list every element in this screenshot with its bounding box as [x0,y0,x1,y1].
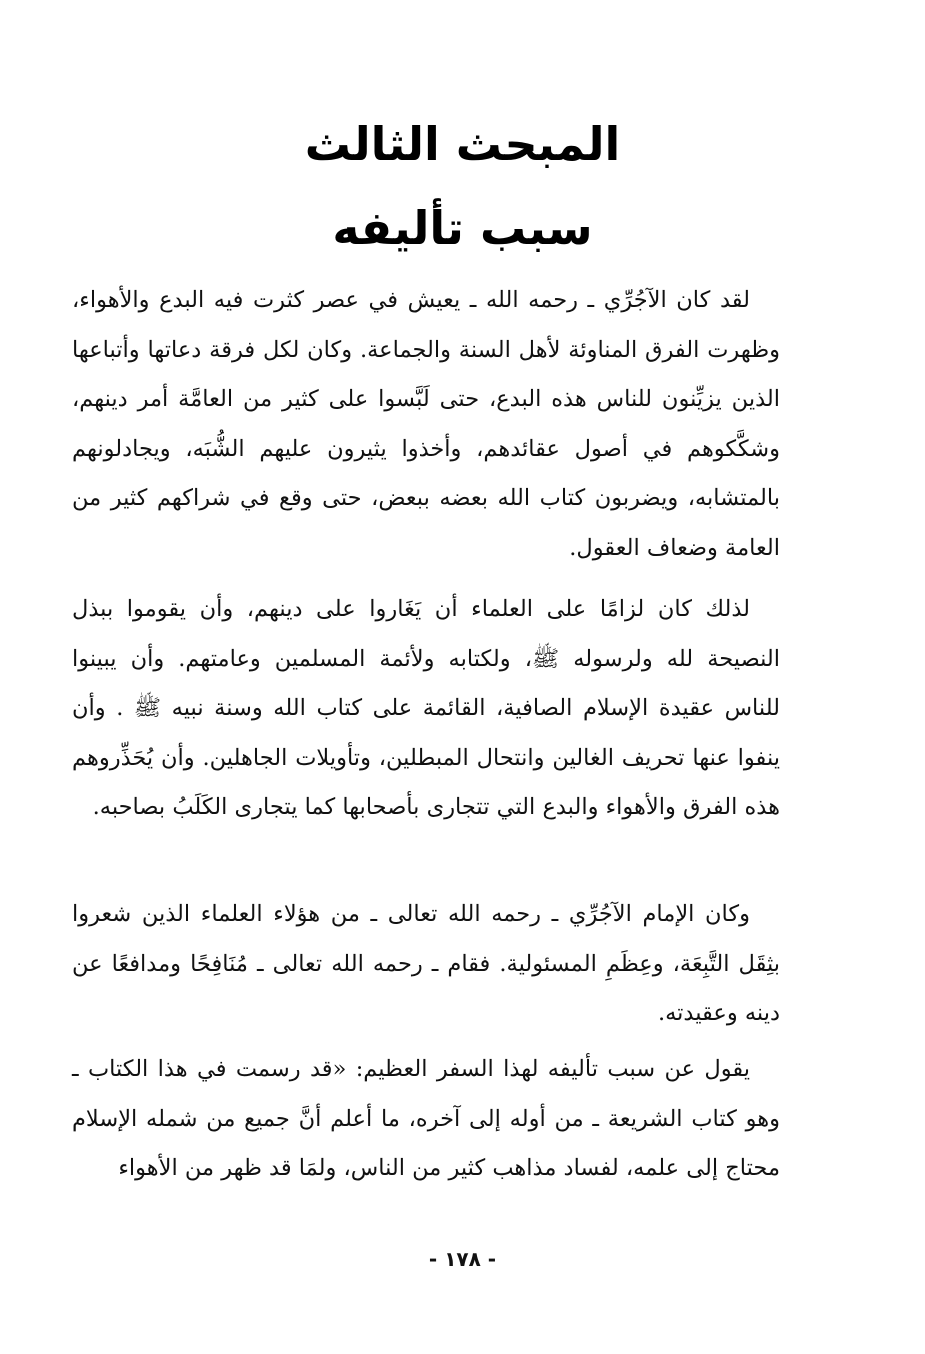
paragraph-3: وكان الإمام الآجُرِّي ـ رحمه الله تعالى ـ من هؤلاء العلماء الذين شعروا بثِقَل التَّبِعَة، وعِظَمِ المسئولية. فقام ـ رحمه الله تعالى ـ مُنَافِحًا ومدافعًا عن دينه وعقيدته. [72,901,780,1026]
paragraph-1: لقد كان الآجُرِّي ـ رحمه الله ـ يعيش في عصر كثرت فيه البدع والأهواء، وظهرت الفرق المناوئة لأهل السنة والجماعة. وكان لكل فرقة دعاتها وأتباعها الذين يزيِّنون للناس هذه البدع، حتى لَبَّسوا على كثير من العامَّة أمر دينهم، وشكَّكوهم في أصول عقائدهم، وأخذوا يثيرون عليهم الشُّبَه، ويجادلونهم بالمتشابه، ويضربون كتاب الله بعضه ببعض، حتى وقع في شراكهم كثير من العامة وضعاف العقول. [72,287,780,561]
section-title: المبحث الثالث [304,117,621,171]
paragraph-4: يقول عن سبب تأليفه لهذا السفر العظيم: «قد رسمت في هذا الكتاب ـ وهو كتاب الشريعة ـ من أوله إلى آخره، ما أعلم أنَّ جميع من شمله الإسلام محتاج إلى علمه، لفساد مذاهب كثير من الناس، ولمَا قد ظهر من الأهواء [72,1056,780,1181]
section-subtitle: سبب تأليفه [332,201,593,255]
paragraph-2: لذلك كان لزامًا على العلماء أن يَغَاروا على دينهم، وأن يقوموا ببذل النصيحة لله ولرسوله ﷺ، ولكتابه ولأئمة المسلمين وعامتهم. وأن يبينوا للناس عقيدة الإسلام الصافية، القائمة على كتاب الله وسنة نبيه ﷺ . وأن ينفوا عنها تحريف الغالين وانتحال المبطلين، وتأويلات الجاهلين. وأن يُحَذِّروهم هذه الفرق والأهواء والبدع التي تتجارى بأصحابها كما يتجارى الكَلَبُ بصاحبه. [72,596,780,820]
page-number: - ١٧٨ - [428,1247,497,1271]
